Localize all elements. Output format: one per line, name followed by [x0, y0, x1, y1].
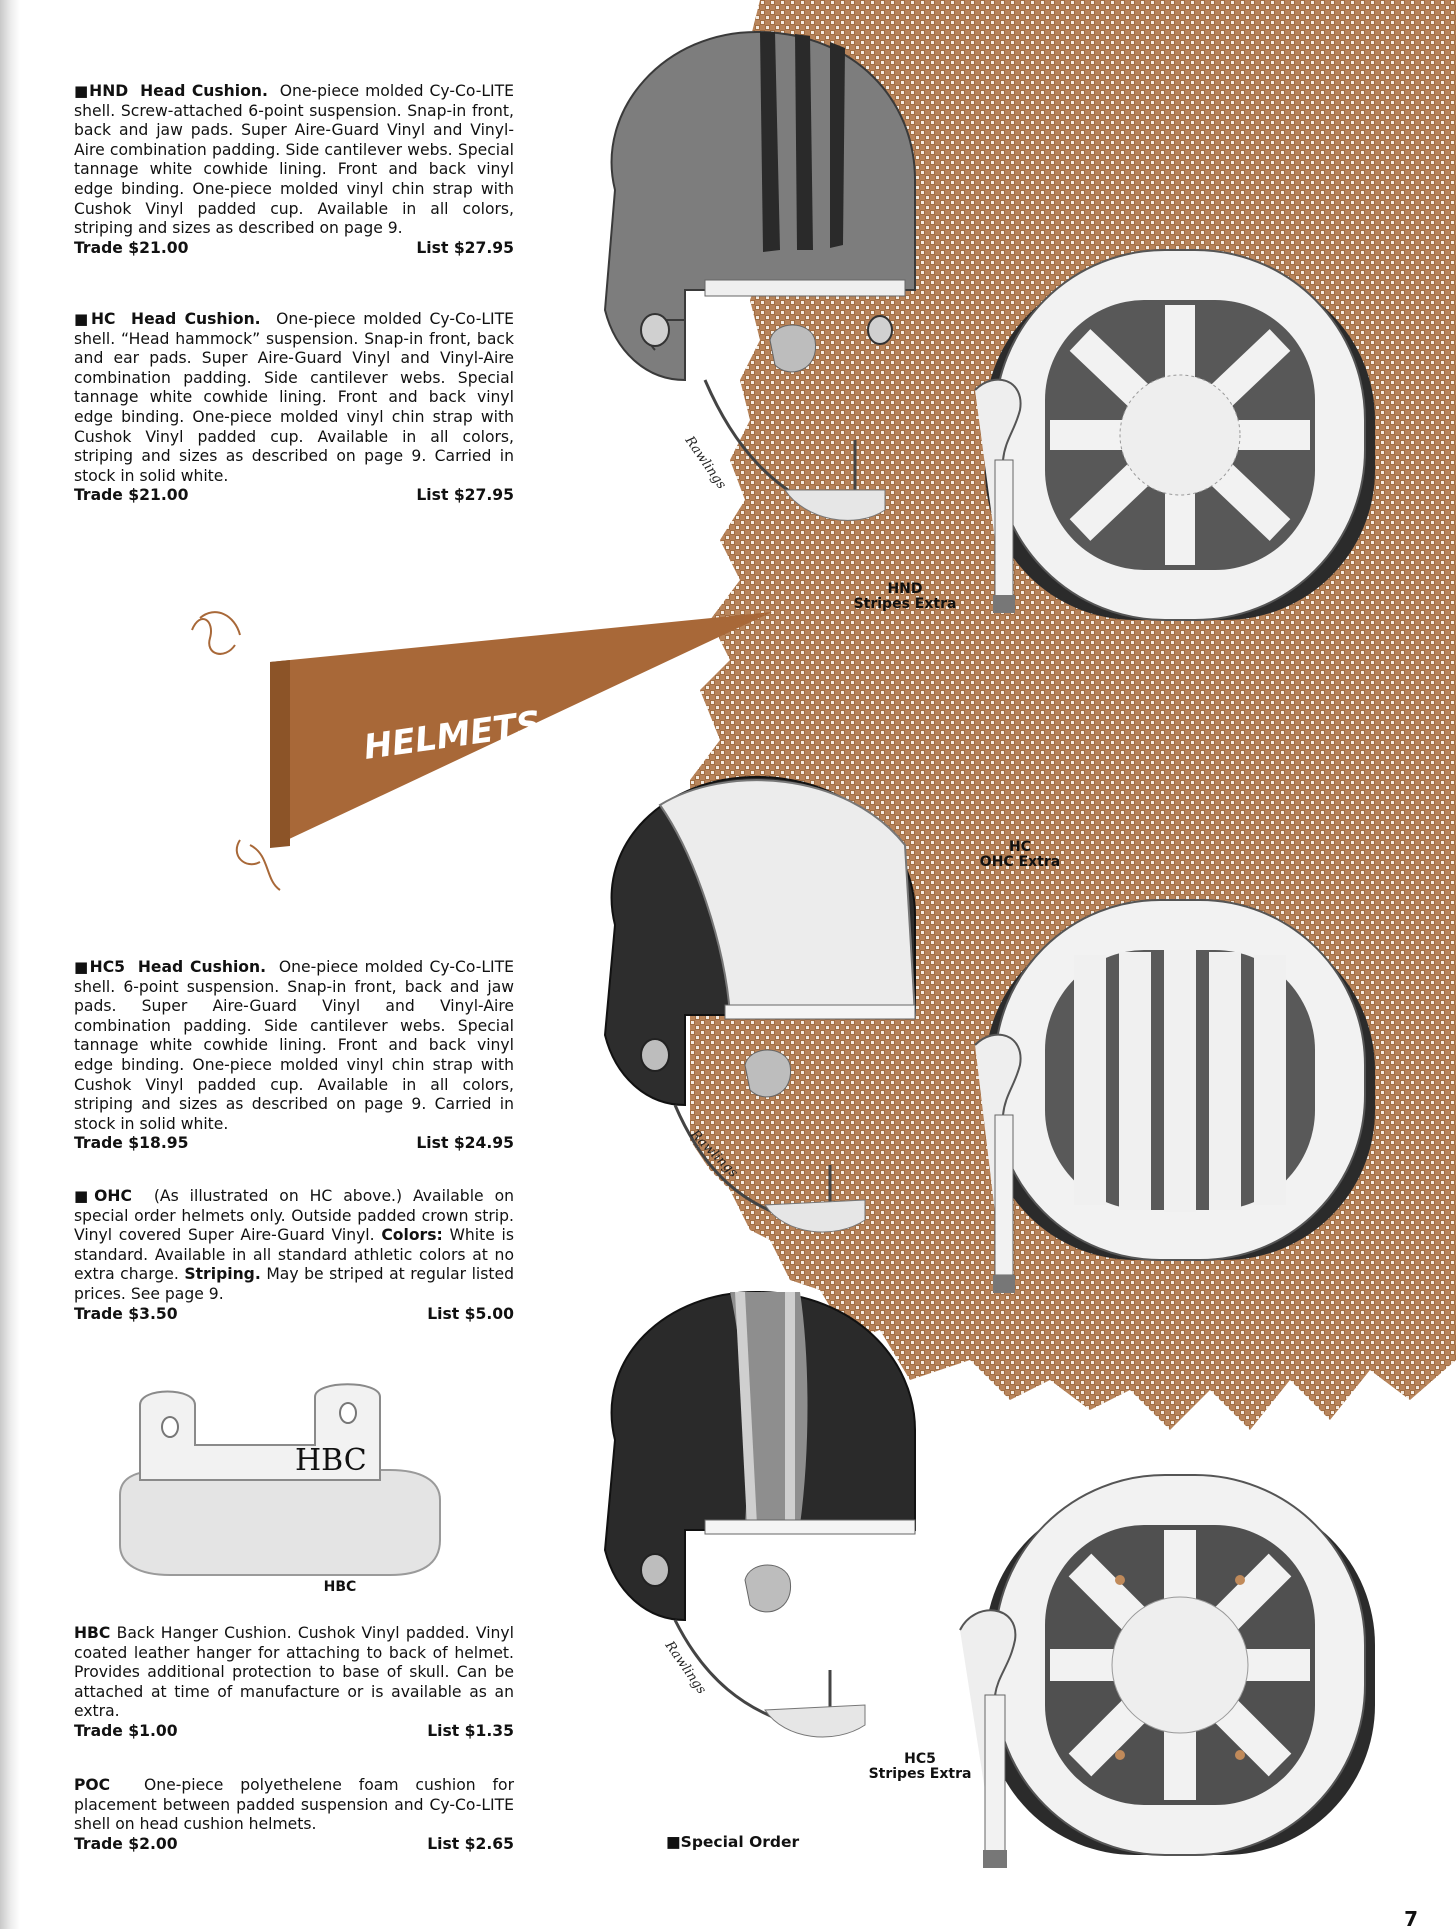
- striping-label: Striping.: [184, 1265, 261, 1284]
- list-price: List $27.95: [416, 486, 514, 505]
- special-order-legend: [666, 1835, 866, 1850]
- product-description: One-piece molded Cy-Co-LITE shell. “Head hammock” suspension. Snap-in front, back and ear pads. Super Aire-Guard Vinyl and Vinyl-Aire combination padding. Side cantilever webs. Special tannage white cowhide lining. Front and back vinyl edge binding. One-piece molded vinyl chin strap with Cushok Vinyl padded cup. Available in all colors, striping and sizes as described on page 9. Carried in stock in solid white.: [74, 310, 514, 485]
- product-hbc: [74, 1624, 514, 1742]
- hc5-caption: [855, 1752, 985, 1782]
- product-hc: [74, 310, 514, 506]
- product-code: HC: [90, 310, 116, 328]
- special-order-marker: ■: [666, 1833, 681, 1851]
- helmet-brand: Rawlings: [661, 1638, 709, 1697]
- product-description: One-piece polyethelene foam cushion for placement between padded suspension and Cy-Co-LITE shell on head cushion helmets.: [74, 1776, 514, 1834]
- product-description-colors: White is standard. Available in all standard athletic colors at no extra charge.: [74, 1226, 514, 1284]
- product-description-striping: May be striped at regular listed prices. See page 9.: [74, 1265, 514, 1303]
- colors-label: Colors:: [381, 1226, 443, 1245]
- list-price: List $24.95: [416, 1134, 514, 1153]
- hc-caption: [960, 840, 1080, 870]
- hnd-helmet-side-photo: [585, 20, 930, 565]
- special-order-label: Special Order: [680, 1833, 800, 1851]
- caption-note: OHC Extra: [979, 854, 1061, 870]
- helmet-brand: Rawlings: [681, 433, 729, 492]
- list-price: List $27.95: [416, 238, 514, 257]
- hbc-stamp: HBC: [295, 1443, 367, 1478]
- hc5-helmet-side-photo: [585, 1280, 930, 1750]
- trade-price: Trade $3.50: [74, 1304, 178, 1323]
- product-hnd: [74, 82, 514, 258]
- product-code: HND: [89, 82, 129, 100]
- page-number: 7: [1404, 1907, 1418, 1931]
- caption-model: HND: [887, 581, 923, 597]
- special-order-marker: ■: [74, 958, 90, 976]
- product-hc5: [74, 958, 514, 1154]
- trade-price: Trade $2.00: [74, 1834, 178, 1853]
- trade-price: Trade $21.00: [74, 486, 189, 505]
- helmet-brand: Rawlings: [687, 1127, 741, 1181]
- hc-chinstrap-photo: [965, 1025, 1045, 1305]
- hc-helmet-side-photo: [585, 765, 930, 1240]
- trade-price: Trade $18.95: [74, 1134, 189, 1153]
- product-code: HC5: [89, 958, 125, 976]
- hbc-cushion-photo: [100, 1375, 460, 1585]
- product-description: Back Hanger Cushion. Cushok Vinyl padded. Vinyl coated leather hanger for attaching to back of helmet. Provides additional protection to base of skull. Can be attached at time of manufacture or is available as an extra.: [74, 1624, 514, 1721]
- product-description: (As illustrated on HC above.) Available on special order helmets only. Outside padded crown strip. Vinyl covered Super Aire-Guard Vinyl.: [74, 1187, 514, 1245]
- page-gutter-shadow: [0, 0, 20, 1929]
- product-code: POC: [74, 1776, 111, 1794]
- product-name: Head Cushion.: [140, 82, 268, 100]
- list-price: List $1.35: [427, 1721, 514, 1740]
- hnd-caption: [845, 582, 965, 612]
- caption-model: HC: [1009, 839, 1031, 855]
- caption-note: Stripes Extra: [853, 596, 957, 612]
- trade-price: Trade $1.00: [74, 1721, 178, 1740]
- hc5-chinstrap-photo: [950, 1600, 1040, 1880]
- special-order-marker: ■: [74, 82, 90, 100]
- product-ohc: [74, 1187, 514, 1324]
- caption-model: HC5: [904, 1751, 936, 1767]
- pennant-label: HELMETS: [361, 703, 544, 768]
- trade-price: Trade $21.00: [74, 238, 189, 257]
- hbc-caption: HBC: [323, 1579, 357, 1595]
- list-price: List $5.00: [427, 1304, 514, 1323]
- product-name: Head Cushion.: [131, 310, 261, 328]
- caption-note: Stripes Extra: [868, 1766, 972, 1782]
- special-order-marker: ■: [74, 1187, 95, 1205]
- product-poc: [74, 1776, 514, 1854]
- product-code: HBC: [74, 1624, 111, 1642]
- product-description: One-piece molded Cy-Co-LITE shell. Screw-attached 6-point suspension. Snap-in front, back and jaw pads. Super Aire-Guard Vinyl and Vinyl-Aire combination padding. Side cantilever webs. Special tannage white cowhide lining. Front and back vinyl edge binding. One-piece molded vinyl chin strap with Cushok Vinyl padded cup. Available in all colors, striping and sizes as described on page 9.: [74, 82, 514, 238]
- product-code: OHC: [94, 1187, 132, 1205]
- product-description: One-piece molded Cy-Co-LITE shell. 6-point suspension. Snap-in front, back and jaw pads. Super Aire-Guard Vinyl and Vinyl-Aire combination padding. Side cantilever webs. Special tannage white cowhide lining. Front and back vinyl edge binding. One-piece molded vinyl chin strap with Cushok Vinyl padded cup. Available in all colors, striping and sizes as described on page 9. Carried in stock in solid white.: [74, 958, 514, 1133]
- list-price: List $2.65: [427, 1834, 514, 1853]
- special-order-marker: ■: [74, 310, 91, 328]
- hnd-chinstrap-photo: [965, 370, 1045, 620]
- product-name: Head Cushion.: [137, 958, 267, 976]
